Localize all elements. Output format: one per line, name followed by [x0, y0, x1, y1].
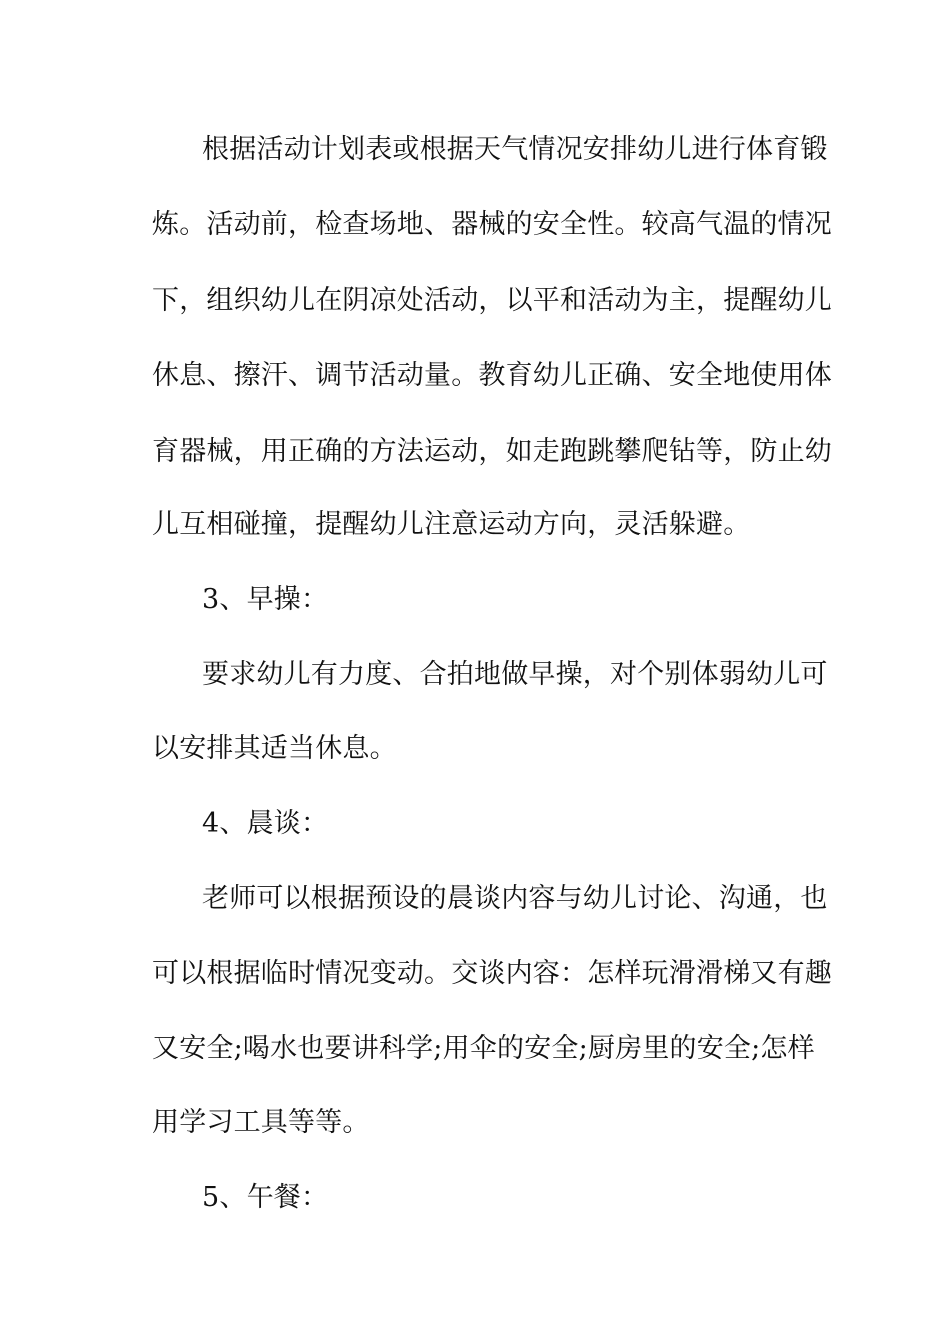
section-heading: 4、晨谈：: [202, 808, 329, 839]
paragraph-line: 以安排其适当休息。: [152, 733, 397, 764]
paragraph-line: 用学习工具等等。: [152, 1107, 370, 1138]
paragraph-line: 儿互相碰撞，提醒幼儿注意运动方向，灵活躲避。: [152, 509, 751, 540]
paragraph-line: 育器械，用正确的方法运动，如走跑跳攀爬钻等，防止幼: [152, 436, 832, 467]
paragraph-line: 又安全;喝水也要讲科学;用伞的安全;厨房里的安全;怎样: [152, 1033, 815, 1064]
paragraph-line: 可以根据临时情况变动。交谈内容：怎样玩滑滑梯又有趣: [152, 958, 832, 989]
paragraph-line: 老师可以根据预设的晨谈内容与幼儿讨论、沟通，也: [202, 883, 828, 914]
section-heading: 5、午餐：: [202, 1182, 329, 1213]
paragraph-line: 要求幼儿有力度、合拍地做早操，对个别体弱幼儿可: [202, 659, 828, 690]
section-heading: 3、早操：: [202, 584, 329, 615]
paragraph-line: 炼。活动前，检查场地、器械的安全性。较高气温的情况: [152, 209, 832, 240]
paragraph-line: 根据活动计划表或根据天气情况安排幼儿进行体育锻: [202, 134, 828, 165]
paragraph-line: 休息、擦汗、调节活动量。教育幼儿正确、安全地使用体: [152, 360, 832, 391]
paragraph-line: 下，组织幼儿在阴凉处活动，以平和活动为主，提醒幼儿: [152, 285, 832, 316]
